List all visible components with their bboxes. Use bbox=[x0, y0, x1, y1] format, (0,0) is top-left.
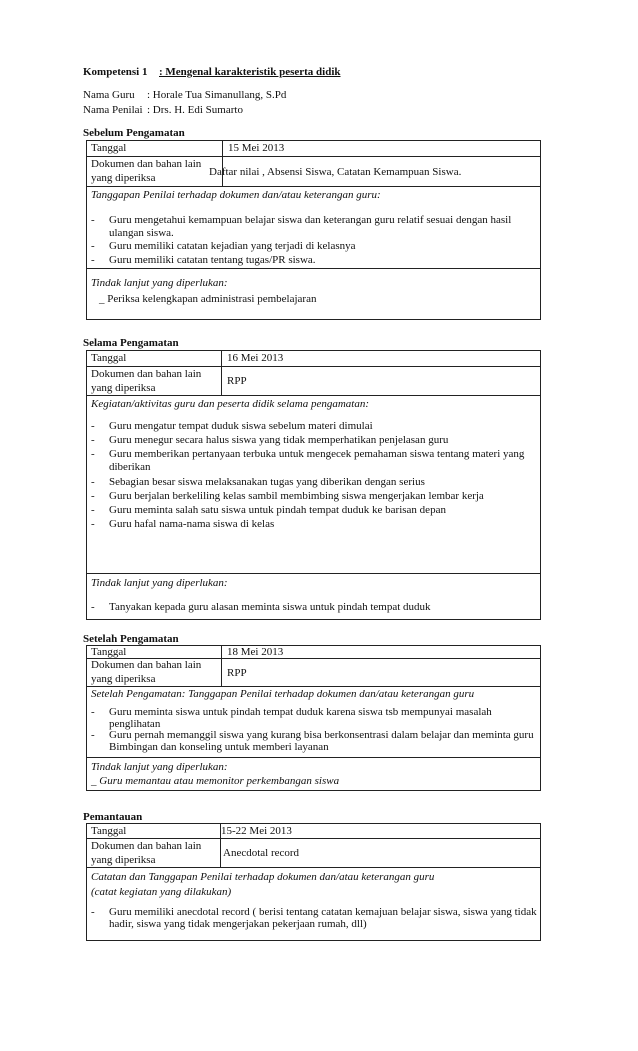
bullet-marker: - bbox=[91, 518, 95, 530]
selama-dokumen-label-1: Dokumen dan bahan lain bbox=[91, 368, 202, 380]
pemantauan-catatan-heading-2: (catat kegiatan yang dilakukan) bbox=[91, 886, 232, 898]
sebelum-tanggapan-row bbox=[87, 187, 540, 269]
pemantauan-dokumen-label-2: yang diperiksa bbox=[91, 854, 156, 866]
selama-kegiatan-heading: Kegiatan/aktivitas guru dan peserta didik selama pengamatan: bbox=[91, 398, 370, 410]
selama-item-4: Sebagian besar siswa melaksanakan tugas yang diberikan dengan serius bbox=[109, 476, 425, 488]
pemantauan-dokumen-row bbox=[87, 839, 540, 868]
selama-item-6: Guru meminta salah satu siswa untuk pindah tempat duduk ke barisan depan bbox=[109, 504, 446, 516]
guru-label: Nama Guru bbox=[83, 89, 135, 101]
setelah-item-2: Guru pernah memanggil siswa yang kurang bisa berkonsentrasi dalam belajar dan meminta guru Bimbingan dan konseling untuk memberi layanan bbox=[109, 729, 534, 753]
setelah-item-1: Guru meminta siswa untuk pindah tempat duduk karena siswa tsb mempunyai masalah penglihatan bbox=[109, 706, 492, 730]
selama-item-1: Guru mengatur tempat duduk siswa sebelum materi dimulai bbox=[109, 420, 373, 432]
kompetensi-value: : Mengenal karakteristik peserta didik bbox=[159, 66, 341, 78]
bullet-marker: - bbox=[91, 434, 95, 446]
bullet-marker: - bbox=[91, 448, 95, 460]
bullet-marker: - bbox=[91, 420, 95, 432]
sebelum-item-1: Guru mengetahui kemampuan belajar siswa dan keterangan guru relatif sesuai dengan hasil ulangan siswa. bbox=[109, 214, 512, 239]
bullet-marker: - bbox=[91, 906, 95, 918]
selama-dokumen-row bbox=[87, 367, 540, 396]
setelah-table bbox=[86, 645, 541, 791]
selama-title: Selama Pengamatan bbox=[83, 337, 179, 349]
selama-tanggal-row bbox=[87, 351, 540, 367]
pemantauan-title: Pemantauan bbox=[83, 811, 143, 823]
sebelum-item-2: Guru memiliki catatan kejadian yang terjadi di kelasnya bbox=[109, 240, 356, 252]
pemantauan-dokumen-label-1: Dokumen dan bahan lain bbox=[91, 840, 202, 852]
sebelum-table bbox=[86, 140, 541, 320]
sebelum-tanggal-value: 15 Mei 2013 bbox=[228, 142, 285, 154]
setelah-dokumen-label-1: Dokumen dan bahan lain bbox=[91, 659, 202, 671]
selama-dokumen-label-2: yang diperiksa bbox=[91, 382, 156, 394]
pemantauan-tanggal-value: 15-22 Mei 2013 bbox=[221, 825, 292, 837]
selama-dokumen-value: RPP bbox=[227, 375, 247, 387]
selama-item-2: Guru menegur secara halus siswa yang tidak memperhatikan penjelasan guru bbox=[109, 434, 449, 446]
pemantauan-dokumen-value: Anecdotal record bbox=[223, 847, 300, 859]
bullet-marker: - bbox=[91, 490, 95, 502]
setelah-tanggal-row bbox=[87, 646, 540, 659]
setelah-dokumen-label-2: yang diperiksa bbox=[91, 673, 156, 685]
bullet-marker: - bbox=[91, 240, 95, 252]
setelah-dokumen-value: RPP bbox=[227, 667, 247, 679]
pemantauan-item-1: Guru memiliki anecdotal record ( berisi tentang catatan kemajuan belajar siswa, siswa yang tidak hadir, siswa yang tidak mengerjakan pekerjaan rumah, dll) bbox=[109, 906, 537, 930]
setelah-title: Setelah Pengamatan bbox=[83, 633, 179, 645]
setelah-tindak-value: _ Guru memantau atau memonitor perkembangan siswa bbox=[91, 775, 340, 787]
setelah-tindak-heading: Tindak lanjut yang diperlukan: bbox=[91, 761, 228, 773]
bullet-marker: - bbox=[91, 254, 95, 266]
sebelum-tindak-value: _ Periksa kelengkapan administrasi pembelajaran bbox=[99, 293, 317, 305]
bullet-marker: - bbox=[91, 729, 95, 741]
sebelum-tanggapan-heading: Tanggapan Penilai terhadap dokumen dan/atau keterangan guru: bbox=[91, 189, 381, 201]
bullet-marker: - bbox=[91, 214, 95, 226]
selama-item-3: Guru memberikan pertanyaan terbuka untuk mengecek pemahaman siswa tentang materi yang diberikan bbox=[109, 448, 525, 473]
setelah-tanggal-value: 18 Mei 2013 bbox=[227, 646, 284, 658]
sebelum-tindak-heading: Tindak lanjut yang diperlukan: bbox=[91, 277, 228, 289]
sebelum-dokumen-label-1: Dokumen dan bahan lain bbox=[91, 158, 202, 170]
guru-value: : Horale Tua Simanullang, S.Pd bbox=[147, 89, 287, 101]
penilai-label: Nama Penilai bbox=[83, 104, 143, 116]
selama-table bbox=[86, 350, 541, 620]
selama-tindak-item-1: Tanyakan kepada guru alasan meminta siswa untuk pindah tempat duduk bbox=[109, 601, 431, 613]
sebelum-dokumen-row bbox=[87, 157, 540, 187]
bullet-marker: - bbox=[91, 504, 95, 516]
sebelum-tanggal-row bbox=[87, 141, 540, 157]
pemantauan-tanggal-label: Tanggal bbox=[91, 825, 127, 837]
sebelum-title: Sebelum Pengamatan bbox=[83, 127, 185, 139]
setelah-dokumen-row bbox=[87, 659, 540, 687]
selama-item-7: Guru hafal nama-nama siswa di kelas bbox=[109, 518, 275, 530]
sebelum-tanggal-label: Tanggal bbox=[91, 142, 127, 154]
selama-tanggal-value: 16 Mei 2013 bbox=[227, 352, 284, 364]
sebelum-dokumen-value: Daftar nilai , Absensi Siswa, Catatan Kemampuan Siswa. bbox=[209, 166, 462, 178]
pemantauan-table bbox=[86, 823, 541, 941]
setelah-tanggapan-heading: Setelah Pengamatan: Tanggapan Penilai terhadap dokumen dan/atau keterangan guru bbox=[91, 688, 475, 700]
selama-item-5: Guru berjalan berkeliling kelas sambil membimbing siswa mengerjakan lembar kerja bbox=[109, 490, 484, 502]
bullet-marker: - bbox=[91, 706, 95, 718]
pemantauan-catatan-heading-1: Catatan dan Tanggapan Penilai terhadap dokumen dan/atau keterangan guru bbox=[91, 871, 435, 883]
sebelum-dokumen-label-2: yang diperiksa bbox=[91, 172, 156, 184]
bullet-marker: - bbox=[91, 601, 95, 613]
selama-kegiatan-row bbox=[87, 396, 540, 574]
kompetensi-label: Kompetensi 1 bbox=[83, 66, 148, 78]
sebelum-item-3: Guru memiliki catatan tentang tugas/PR siswa. bbox=[109, 254, 316, 266]
selama-tindak-heading: Tindak lanjut yang diperlukan: bbox=[91, 577, 228, 589]
penilai-value: : Drs. H. Edi Sumarto bbox=[147, 104, 243, 116]
selama-tanggal-label: Tanggal bbox=[91, 352, 127, 364]
setelah-tanggal-label: Tanggal bbox=[91, 646, 127, 658]
pemantauan-tanggal-row bbox=[87, 824, 540, 839]
bullet-marker: - bbox=[91, 476, 95, 488]
setelah-tanggapan-row bbox=[87, 687, 540, 758]
